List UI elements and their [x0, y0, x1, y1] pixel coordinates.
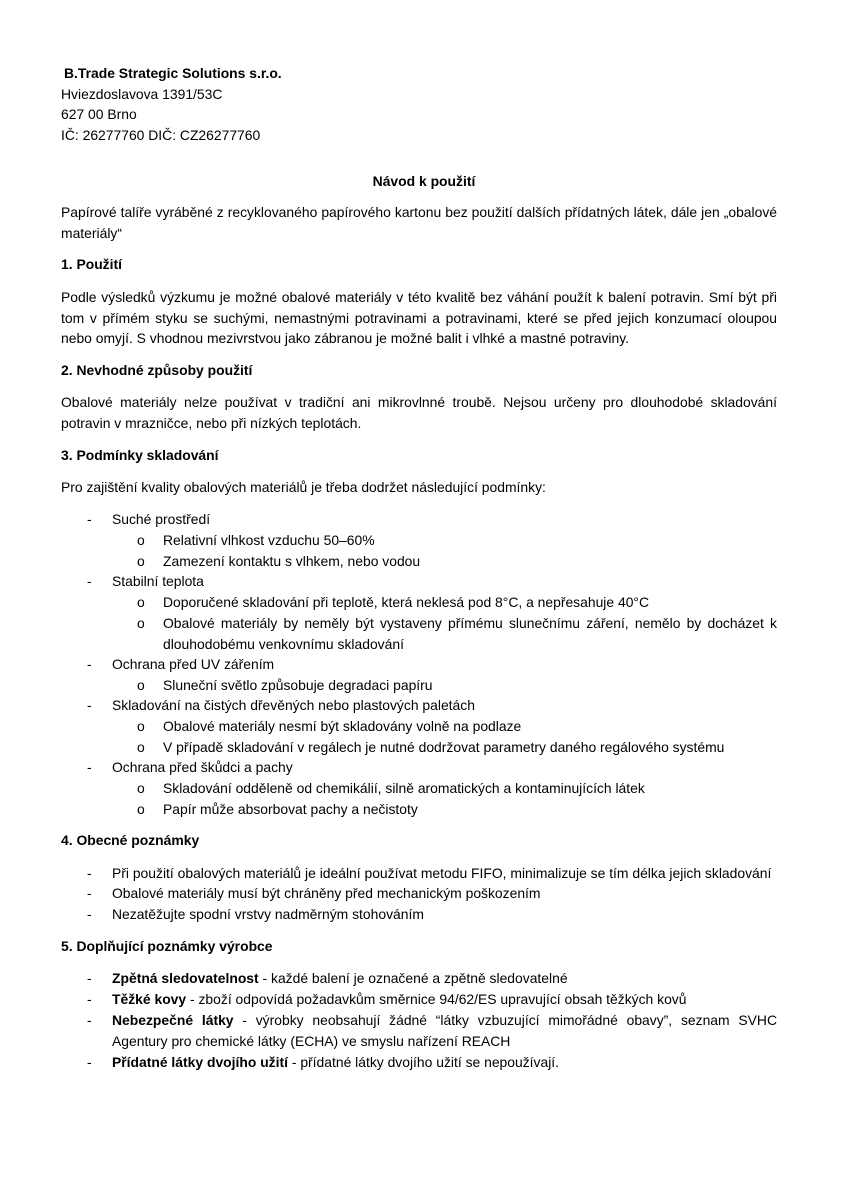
note-text: - každé balení je označené a zpětně sledovatelné	[258, 970, 568, 986]
section-2-heading: 2. Nevhodné způsoby použití	[61, 362, 253, 378]
storage-subitem: Sluneční světlo způsobuje degradaci papíru	[163, 677, 433, 693]
list-dash: -	[87, 1012, 92, 1028]
list-item: Při použití obalových materiálů je ideální používat metodu FIFO, minimalizuje se tím délka jejich skladování	[112, 865, 772, 881]
section-2-text: Obalové materiály nelze používat v tradiční ani mikrovlnné troubě. Nejsou určeny pro dlouhodobé skladování potravin v mrazničce, nebo při nízkých teplotách.	[61, 394, 777, 431]
storage-subitem: Zamezení kontaktu s vlhkem, nebo vodou	[163, 553, 421, 569]
list-dash: -	[87, 759, 92, 775]
storage-item-label: Suché prostředí	[112, 511, 211, 527]
list-item: Nezatěžujte spodní vrstvy nadměrným stohováním	[112, 906, 424, 922]
company-name: B.Trade Strategic Solutions s.r.o.	[64, 65, 282, 81]
storage-subitem: Papír může absorbovat pachy a nečistoty	[163, 801, 418, 817]
storage-subitem: Skladování odděleně od chemikálií, silně aromatických a kontaminujících látek	[163, 780, 645, 796]
list-dash: -	[87, 697, 92, 713]
list-item	[112, 1052, 559, 1073]
storage-subitem: Obalové materiály nesmí být skladovány volně na podlaze	[163, 718, 522, 734]
list-bullet: o	[137, 615, 145, 631]
company-address-block	[61, 63, 282, 145]
list-bullet: o	[137, 801, 145, 817]
note-term: Zpětná sledovatelnost	[112, 970, 259, 986]
note-term: Přídatné látky dvojího užití	[112, 1054, 288, 1070]
intro-paragraph: Papírové talíře vyráběné z recyklovaného papírového kartonu bez použití dalších přídatných látek, dále jen „obalové materiály“	[61, 204, 777, 241]
list-item	[112, 968, 568, 989]
storage-item-label: Skladování na čistých dřevěných nebo plastových paletách	[112, 697, 475, 713]
note-text: - zboží odpovídá požadavkům směrnice 94/62/ES upravující obsah těžkých kovů	[186, 991, 687, 1007]
list-dash: -	[87, 906, 92, 922]
storage-item-label: Ochrana před škůdci a pachy	[112, 759, 293, 775]
list-bullet: o	[137, 739, 145, 755]
list-dash: -	[87, 656, 92, 672]
list-dash: -	[87, 885, 92, 901]
list-dash: -	[87, 511, 92, 527]
section-4-heading: 4. Obecné poznámky	[61, 832, 200, 848]
storage-item-label: Ochrana před UV zářením	[112, 656, 275, 672]
list-dash: -	[87, 970, 92, 986]
section-1-heading: 1. Použití	[61, 256, 122, 272]
company-ids: IČ: 26277760 DIČ: CZ26277760	[61, 126, 261, 143]
storage-subitem: Obalové materiály by neměly být vystaveny přímému slunečnímu záření, nemělo by docházet k dlouhodobému venkovnímu skladování	[163, 615, 777, 652]
note-term: Těžké kovy	[112, 991, 187, 1007]
storage-item-label: Stabilní teplota	[112, 573, 204, 589]
list-dash: -	[87, 991, 92, 1007]
note-term: Nebezpečné látky	[112, 1012, 234, 1028]
document-title: Návod k použití	[372, 173, 476, 189]
storage-subitem: Doporučené skladování při teplotě, která neklesá pod 8°C, a nepřesahuje 40°C	[163, 594, 650, 610]
section-3-heading: 3. Podmínky skladování	[61, 447, 219, 463]
list-dash: -	[87, 865, 92, 881]
list-item	[112, 989, 686, 1010]
list-bullet: o	[137, 594, 145, 610]
company-city: 627 00 Brno	[61, 106, 137, 122]
list-item	[112, 1010, 777, 1051]
note-text: - přídatné látky dvojího užití se nepoužívají.	[287, 1054, 560, 1070]
list-bullet: o	[137, 553, 145, 569]
list-bullet: o	[137, 532, 145, 548]
list-dash: -	[87, 1054, 92, 1070]
list-item: Obalové materiály musí být chráněny před mechanickým poškozením	[112, 885, 541, 901]
list-bullet: o	[137, 780, 145, 796]
section-1-text: Podle výsledků výzkumu je možné obalové materiály v této kvalitě bez váhání použít k balení potravin. Smí být při tom v přímém styku se suchými, nemastnými potravinami a potravinami, které se před jejich konzumací oloupou nebo omyjí. S vhodnou mezivrstvou jako zábranou je možné balit i vlhké a mastné potraviny.	[61, 289, 777, 346]
storage-subitem: Relativní vlhkost vzduchu 50–60%	[163, 532, 375, 548]
note-text: - výrobky neobsahují žádné “látky vzbuzující mimořádné obavy”, seznam SVHC Agentury pro chemické látky (ECHA) ve smyslu nařízení REACH	[112, 1012, 777, 1049]
company-street: Hviezdoslavova 1391/53C	[61, 85, 223, 102]
list-bullet: o	[137, 677, 145, 693]
section-5-heading: 5. Doplňující poznámky výrobce	[61, 938, 273, 954]
section-3-intro: Pro zajištění kvality obalových materiálů je třeba dodržet následující podmínky:	[61, 479, 546, 495]
list-dash: -	[87, 573, 92, 589]
list-bullet: o	[137, 718, 145, 734]
storage-subitem: V případě skladování v regálech je nutné dodržovat parametry daného regálového systému	[163, 739, 725, 755]
